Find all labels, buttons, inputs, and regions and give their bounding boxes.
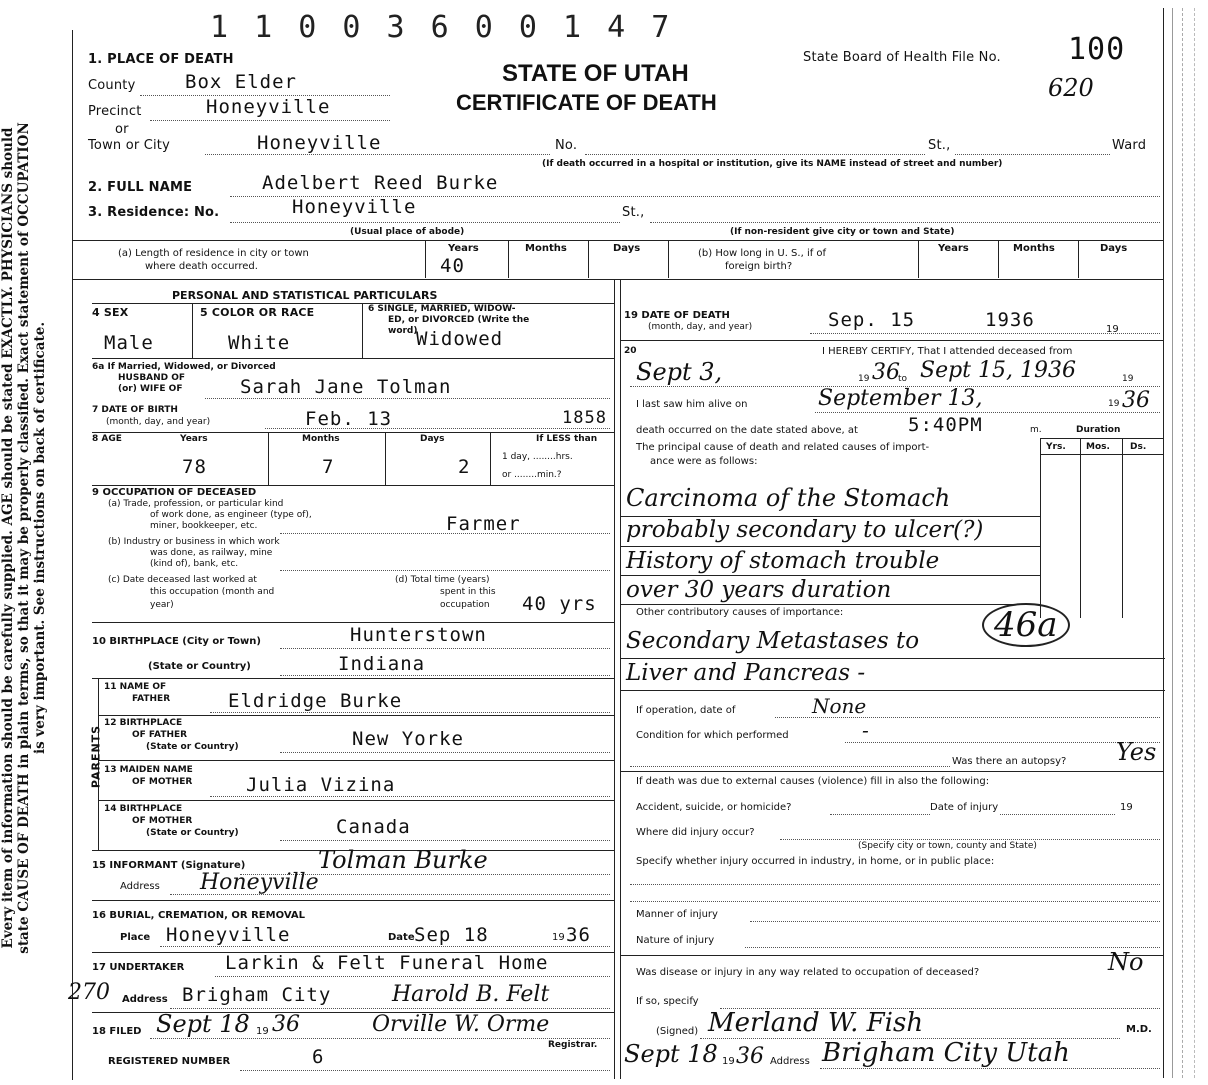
burial-date-label: Date xyxy=(388,932,415,943)
precinct-label: Precinct xyxy=(88,104,142,119)
birthplace-state-label: (State or Country) xyxy=(148,661,251,672)
filed-year: 36 xyxy=(272,1012,300,1037)
us-residence-label-a: (b) How long in U. S., if of xyxy=(698,248,827,259)
street-no-label: No. xyxy=(555,138,578,153)
registered-number-label: REGISTERED NUMBER xyxy=(108,1056,231,1067)
age-years-header: Years xyxy=(180,434,208,444)
last-saw-value: September 13, xyxy=(818,386,983,411)
burial-place: Honeyville xyxy=(166,924,291,946)
cause-label-b: ance were as follows: xyxy=(650,456,758,467)
full-name-label: 2. FULL NAME xyxy=(88,180,193,195)
place-of-death-label: 1. PLACE OF DEATH xyxy=(88,52,234,67)
occ-c1: (c) Date deceased last worked at xyxy=(108,575,257,585)
undertaker-name: Larkin & Felt Funeral Home xyxy=(225,952,549,974)
father-value: Eldridge Burke xyxy=(228,690,403,712)
parents-side-label: PARENTS xyxy=(89,724,103,789)
if-so-label: If so, specify xyxy=(636,996,699,1007)
attended-to: Sept 15, 1936 xyxy=(920,358,1076,383)
spouse-label-c: (or) WIFE OF xyxy=(118,384,183,394)
operation-value: None xyxy=(812,694,867,718)
autopsy-value: Yes xyxy=(1116,738,1157,766)
condition-label: Condition for which performed xyxy=(636,730,789,741)
occupation-related-value: No xyxy=(1108,948,1144,976)
residence-value: Honeyville xyxy=(292,196,417,218)
us-months-header: Months xyxy=(1013,243,1055,254)
physician-address: Brigham City Utah xyxy=(822,1038,1070,1068)
mother-value: Julia Vizina xyxy=(246,774,396,796)
death-time-value: 5:40PM xyxy=(908,414,983,436)
nature-injury-label: Nature of injury xyxy=(636,935,715,946)
external-causes-label: If death was due to external causes (violence) fill in also the following: xyxy=(636,776,990,787)
other-cause-1: Secondary Metastases to xyxy=(626,628,920,654)
age-days-header: Days xyxy=(420,434,445,444)
death-date-year: 1936 xyxy=(985,309,1035,331)
certify-line: I HEREBY CERTIFY, That I attended deceased from xyxy=(822,346,1073,357)
father-birth-label-c: (State or Country) xyxy=(146,742,239,752)
condition-value: - xyxy=(862,718,869,742)
spouse-label-b: HUSBAND OF xyxy=(118,373,186,383)
occ-a2: of work done, as engineer (type of), xyxy=(150,510,312,520)
to-label: to xyxy=(898,374,908,384)
cause-line-1: Carcinoma of the Stomach xyxy=(626,484,951,512)
mother-birth-label-b: OF MOTHER xyxy=(132,816,193,826)
occ-a3: miner, bookkeeper, etc. xyxy=(150,521,258,531)
m-label: m. xyxy=(1030,425,1042,435)
mother-birth-label-c: (State or Country) xyxy=(146,828,239,838)
where-injury-label: Where did injury occur? xyxy=(636,827,755,838)
filed-date: Sept 18 xyxy=(156,1010,250,1038)
last-saw-label: I last saw him alive on xyxy=(636,399,748,410)
occ-d3: occupation xyxy=(440,600,490,610)
father-birth-label-a: 12 BIRTHPLACE xyxy=(104,718,183,728)
mother-birthplace: Canada xyxy=(336,816,411,838)
duration-ds-header: Ds. xyxy=(1130,442,1147,452)
other-cause-2: Liver and Pancreas - xyxy=(626,660,866,686)
burial-place-label: Place xyxy=(120,932,151,943)
hospital-note: (If death occurred in a hospital or institution, give its NAME instead of street and number) xyxy=(542,159,1003,169)
us-days-header: Days xyxy=(1100,243,1128,254)
informant-address-label: Address xyxy=(120,881,160,892)
spouse-label-a: 6a If Married, Widowed, or Divorced xyxy=(92,362,276,372)
color-label: 5 COLOR OR RACE xyxy=(200,306,315,319)
from-year-prefix: 19 xyxy=(858,374,870,384)
undertaker-signature: Harold B. Felt xyxy=(392,982,550,1007)
sex-value: Male xyxy=(104,332,154,354)
residence-label: 3. Residence: No. xyxy=(88,205,220,220)
undertaker-address-label: Address xyxy=(122,994,168,1005)
other-causes-label: Other contributory causes of importance: xyxy=(636,607,844,618)
occupation-related-label: Was disease or injury in any way related to occupation of deceased? xyxy=(636,967,980,978)
marital-label-c: word) xyxy=(388,326,418,336)
undertaker-margin-note: 270 xyxy=(68,980,110,1005)
father-label-b: FATHER xyxy=(132,694,171,704)
filed-label: 18 FILED xyxy=(92,1026,142,1037)
us-residence-label-b: foreign birth? xyxy=(725,261,793,272)
state-title: STATE OF UTAH xyxy=(502,60,689,87)
signed-date: Sept 18 xyxy=(624,1040,718,1068)
file-number: 100 xyxy=(1068,32,1126,67)
cause-label-a: The principal cause of death and related causes of import- xyxy=(636,442,930,453)
less-label-b: 1 day, ........hrs. xyxy=(502,452,573,462)
less-label-c: or ........min.? xyxy=(502,470,562,480)
where-injury-note: (Specify city or town, county and State) xyxy=(858,841,1037,851)
res-days-header: Days xyxy=(613,243,641,254)
manner-injury-label: Manner of injury xyxy=(636,909,718,920)
marital-label-a: 6 SINGLE, MARRIED, WIDOW- xyxy=(368,304,516,314)
from-year: 36 xyxy=(872,360,900,385)
precinct-value: Honeyville xyxy=(206,96,331,118)
last-saw-year-prefix: 19 xyxy=(1108,399,1120,409)
duration-header: Duration xyxy=(1076,425,1121,435)
serial-number: 1 1 0 0 3 6 0 0 1 4 7 xyxy=(210,10,674,45)
marital-label-b: ED, or DIVORCED (Write the xyxy=(388,315,530,325)
dob-label-a: 7 DATE OF BIRTH xyxy=(92,405,178,415)
duration-yrs-header: Yrs. xyxy=(1046,442,1066,452)
specify-injury-label: Specify whether injury occurred in industry, in home, or in public place: xyxy=(636,856,995,867)
cause-line-2: probably secondary to ulcer(?) xyxy=(626,517,984,543)
birthplace-city: Hunterstown xyxy=(350,624,487,646)
county-value: Box Elder xyxy=(185,71,297,93)
res-years-value: 40 xyxy=(440,255,465,277)
physician-address-label: Address xyxy=(770,1056,810,1067)
age-months-header: Months xyxy=(302,434,340,444)
undertaker-address: Brigham City xyxy=(182,984,332,1006)
nonresident-note: (If non-resident give city or town and State) xyxy=(730,227,955,237)
mother-label-a: 13 MAIDEN NAME xyxy=(104,765,193,775)
occ-b3: (kind of), bank, etc. xyxy=(150,559,239,569)
personal-heading: PERSONAL AND STATISTICAL PARTICULARS xyxy=(172,289,438,302)
occ-b2: was done, as railway, mine xyxy=(150,548,273,558)
less-label-a: If LESS than xyxy=(536,434,598,444)
side-note-2: state CAUSE OF DEATH in plain terms, so that it may be properly classified. Exact statement of OCCUPATION xyxy=(16,122,32,954)
sex-label: 4 SEX xyxy=(92,306,129,319)
or-label: or xyxy=(115,122,129,137)
us-years-header: Years xyxy=(938,243,969,254)
accident-label: Accident, suicide, or homicide? xyxy=(636,802,792,813)
informant-signature: Tolman Burke xyxy=(318,846,488,874)
attended-from: Sept 3, xyxy=(636,358,723,386)
burial-date: Sep 18 xyxy=(414,924,489,946)
age-label: 8 AGE xyxy=(92,434,122,444)
registrar-label: Registrar. xyxy=(548,1040,598,1050)
dob-label-b: (month, day, and year) xyxy=(106,417,211,427)
injury-date-label: Date of injury xyxy=(930,802,999,813)
cause-line-4: over 30 years duration xyxy=(626,577,892,603)
cause-line-3: History of stomach trouble xyxy=(626,548,940,574)
certify-number: 20 xyxy=(624,346,637,356)
operation-label: If operation, date of xyxy=(636,705,736,716)
marital-value: Widowed xyxy=(416,328,504,350)
file-number-label: State Board of Health File No. xyxy=(803,50,1001,65)
occ-d2: spent in this xyxy=(440,587,496,597)
length-residence-label-b: where death occurred. xyxy=(145,261,258,272)
birthplace-state: Indiana xyxy=(338,653,426,675)
occ-c2: this occupation (month and xyxy=(150,587,275,597)
physician-signature: Merland W. Fish xyxy=(708,1008,924,1038)
ward-label: Ward xyxy=(1112,138,1147,153)
father-label-a: 11 NAME OF xyxy=(104,682,167,692)
autopsy-label: Was there an autopsy? xyxy=(952,756,1067,767)
death-date-label-b: (month, day, and year) xyxy=(648,322,753,332)
res-months-header: Months xyxy=(525,243,567,254)
registered-number: 6 xyxy=(312,1046,325,1068)
father-birthplace: New Yorke xyxy=(352,728,464,750)
age-days-value: 2 xyxy=(458,456,471,478)
duration-mos-header: Mos. xyxy=(1086,442,1110,452)
father-birth-label-b: OF FATHER xyxy=(132,730,188,740)
informant-address: Honeyville xyxy=(200,870,319,895)
occupation-label: 9 OCCUPATION OF DECEASED xyxy=(92,487,257,498)
last-saw-year: 36 xyxy=(1122,388,1150,413)
occupation-value: Farmer xyxy=(446,513,521,535)
occ-c3: year) xyxy=(150,600,174,610)
town-label: Town or City xyxy=(88,138,170,153)
dob-value: Feb. 13 xyxy=(305,408,393,430)
md-label: M.D. xyxy=(1126,1024,1152,1035)
age-years-value: 78 xyxy=(182,456,207,478)
birthplace-label: 10 BIRTHPLACE (City or Town) xyxy=(92,636,261,647)
informant-label: 15 INFORMANT (Signature) xyxy=(92,860,246,871)
filed-year-prefix: 19 xyxy=(256,1026,269,1037)
street-label: St., xyxy=(928,138,951,153)
occ-b1: (b) Industry or business in which work xyxy=(108,537,280,547)
residence-st-label: St., xyxy=(622,205,645,220)
cause-code: 46a xyxy=(982,603,1070,647)
injury-year: 19 xyxy=(1120,802,1133,813)
death-time-label: death occurred on the date stated above, at xyxy=(636,425,858,436)
color-value: White xyxy=(228,332,291,354)
age-months-value: 7 xyxy=(322,456,335,478)
burial-year: 36 xyxy=(566,924,591,946)
mother-birth-label-a: 14 BIRTHPLACE xyxy=(104,804,183,814)
signed-year: 36 xyxy=(736,1044,764,1069)
town-value: Honeyville xyxy=(257,132,382,154)
occupation-time: 40 yrs xyxy=(522,593,597,615)
full-name-value: Adelbert Reed Burke xyxy=(262,172,499,194)
occ-a1: (a) Trade, profession, or particular kind xyxy=(108,499,284,509)
side-instructions xyxy=(0,0,60,1085)
death-date-label-a: 19 DATE OF DEATH xyxy=(624,310,730,321)
abode-note: (Usual place of abode) xyxy=(350,227,465,237)
side-note-1: Every item of information should be carefully supplied. AGE should be stated EXACTLY. PHYSICIANS should xyxy=(0,127,16,949)
undertaker-label: 17 UNDERTAKER xyxy=(92,962,185,973)
signed-year-prefix: 19 xyxy=(722,1056,735,1067)
res-years-header: Years xyxy=(448,243,479,254)
death-date-value: Sep. 15 xyxy=(828,309,916,331)
length-residence-label-a: (a) Length of residence in city or town xyxy=(118,248,309,259)
signed-label: (Signed) xyxy=(656,1026,699,1037)
burial-label: 16 BURIAL, CREMATION, OR REMOVAL xyxy=(92,910,305,921)
county-label: County xyxy=(88,78,136,93)
side-note-3: is very important. See instructions on back of certificate. xyxy=(32,321,48,755)
spouse-value: Sarah Jane Tolman xyxy=(240,376,452,398)
occ-d1: (d) Total time (years) xyxy=(395,575,490,585)
registrar-signature: Orville W. Orme xyxy=(372,1012,550,1037)
burial-year-prefix: 19 xyxy=(552,932,565,943)
death-date-suffix: 19 xyxy=(1106,324,1119,335)
certificate-title: CERTIFICATE OF DEATH xyxy=(456,90,717,115)
mother-label-b: OF MOTHER xyxy=(132,777,193,787)
to-suffix: 19 xyxy=(1122,374,1134,384)
dob-year: 1858 xyxy=(562,408,607,428)
file-number-alt: 620 xyxy=(1048,74,1094,102)
